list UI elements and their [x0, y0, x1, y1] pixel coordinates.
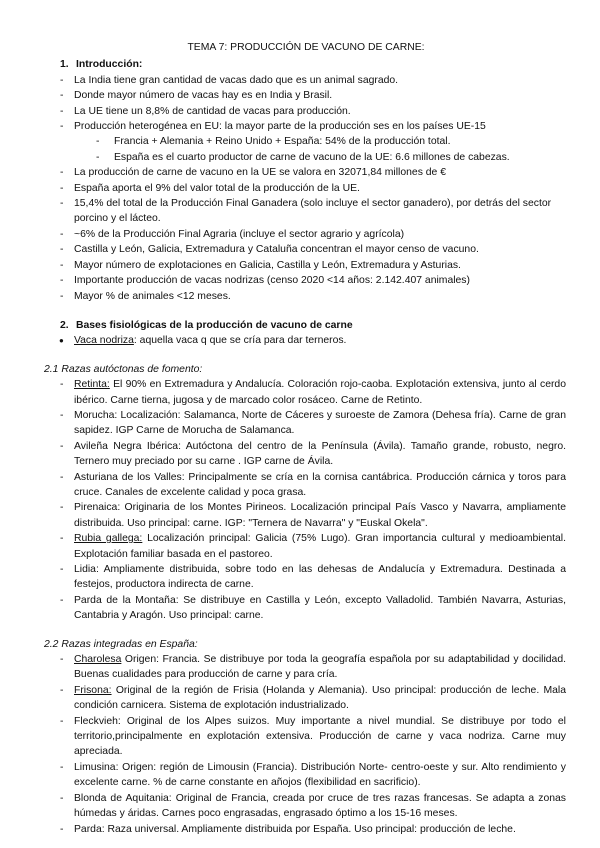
document-title: TEMA 7: PRODUCCIÓN DE VACUNO DE CARNE:	[187, 42, 425, 53]
breed-term: Rubia gallega:	[74, 533, 143, 545]
sub-list-item: - Francia + Alemania + Reino Unido + España: 54% de la producción total.	[74, 134, 566, 149]
breed-text: Parda de la Montaña: Se distribuye en Castilla y León, excepto Valladolid. También Navarra, Asturias, Cantabria y Aragón. Uso principal: carne.	[74, 594, 566, 622]
breed-term: Charolesa	[74, 654, 122, 666]
breed-text: Localización principal: Galicia (75% Lugo). Gran importancia cultural y medioambiental. Explotación familiar basada en el pastoreo.	[74, 533, 567, 560]
breed-text: Fleckvieh: Original de los Alpes suizos. Muy importante a nivel mundial. Se distribuye por todo el territorio,principalmente en explotación extensiva. Producción de carne y vaca nodriza. Carne muy apreciada.	[74, 715, 566, 758]
sub-list-item: - España es el cuarto productor de carne de vacuno de la UE: 6.6 millones de cabezas.	[74, 150, 566, 165]
list-item	[46, 333, 566, 348]
breed-item-blonda	[46, 791, 566, 822]
breed-item-retinta	[46, 377, 566, 408]
definition-text: : aquella vaca q que se cría para dar terneros.	[133, 335, 347, 347]
breed-item-morucha	[46, 408, 566, 439]
list-item: - Mayor número de explotaciones en Galicia, Castilla y León, Extremadura y Asturias.	[46, 258, 566, 273]
breed-item-parda-montana	[46, 593, 566, 624]
breed-text: El 90% en Extremadura y Andalucía. Coloración rojo-caoba. Explotación extensiva, junto al cerdo ibérico. Carne tierna, jugosa y de marcado color rosáceo. Carne de Retinto.	[74, 379, 566, 406]
breed-text: Limusina: Origen: región de Limousin (Francia). Distribución Norte- centro-oeste y sur. Alto rendimiento y excelente carne. % de carne constante en añojos (flexibilidad en sacrificio).	[74, 761, 566, 789]
section-1-list	[46, 73, 566, 304]
breed-text: Pirenaica: Originaria de los Montes Pirineos. Localización principal País Vasco y Navarra, ampliamente distribuida. Uso principal: carne. IGP: "Ternera de Navarra" y "Euskal Okela".	[74, 502, 566, 529]
breed-text: Avileña Negra Ibérica: Autóctona del centro de la Península (Ávila). Tamaño grande, robusto, negro. Ternero muy preciado por su carne . IGP carne de Ávila.	[74, 440, 566, 468]
subsection-2-1-title: 2.1 Razas autóctonas de fomento:	[44, 363, 203, 375]
breed-item-pirenaica	[46, 500, 566, 531]
breed-item-avilena	[46, 439, 566, 470]
section-1-number: 1.	[60, 59, 69, 71]
list-item	[46, 119, 566, 165]
term-vaca-nodriza: Vaca nodriza	[74, 335, 134, 347]
subsection-2-2-list	[46, 652, 566, 837]
breed-text: Original de la región de Frisia (Holanda y Alemania). Uso principal: producción de leche. Mala condición carnicera. Sistema de explotación industrializado.	[74, 684, 566, 712]
breed-text: Morucha: Localización: Salamanca, Norte de Cáceres y suroeste de Zamora (Dehesa fría). Carne de gran sapidez. IGP Carne de Morucha de Salamanca.	[74, 409, 566, 437]
breed-item-limusina	[46, 760, 566, 791]
section-2-heading	[60, 318, 566, 333]
subsection-2-2-title: 2.2 Razas integradas en España:	[44, 638, 198, 650]
list-item: - Importante producción de vacas nodrizas (censo 2020 <14 años: 2.142.407 animales)	[46, 273, 566, 288]
list-item: - ~6% de la Producción Final Agraria (incluye el sector agrario y agrícola)	[46, 227, 566, 242]
breed-text: Asturiana de los Valles: Principalmente se cría en la cornisa cantábrica. Producción cárnica y toros para cruce. Canales de excelente calidad y poca grasa.	[74, 471, 566, 498]
breed-term: Retinta:	[74, 379, 110, 391]
breed-item-rubia-gallega	[46, 531, 566, 562]
breed-text: Origen: Francia. Se distribuye por toda la geografía española por su adaptabilidad y docilidad. Buenas cualidades para producción de carne y para cría.	[74, 654, 566, 681]
breed-item-asturiana	[46, 470, 566, 501]
list-item: - La India tiene gran cantidad de vacas dado que es un animal sagrado.	[46, 73, 566, 88]
list-item: - 15,4% del total de la Producción Final Ganadera (solo incluye el sector ganadero), por detrás del sector porcino y el lácteo.	[46, 196, 566, 227]
breed-text: Parda: Raza universal. Ampliamente distribuida por España. Uso principal: producción de leche.	[74, 823, 516, 835]
breed-item-frisona	[46, 683, 566, 714]
list-item-text: Producción heterogénea en EU: la mayor parte de la producción ses en los países UE-15	[74, 121, 486, 133]
section-2-number: 2.	[60, 319, 69, 331]
list-item: - España aporta el 9% del valor total de la producción de la UE.	[46, 181, 566, 196]
sub-list	[74, 134, 566, 165]
list-item: - Castilla y León, Galicia, Extremadura y Cataluña concentran el mayor censo de vacuno.	[46, 242, 566, 257]
breed-item-charolesa	[46, 652, 566, 683]
subsection-2-1-list	[46, 377, 566, 624]
breed-item-lidia	[46, 562, 566, 593]
breed-text: Lidia: Ampliamente distribuida, sobre todo en las dehesas de Andalucía y Extremadura. Destinada a festejos, productora indirecta de carne.	[74, 564, 566, 591]
list-item: - La producción de carne de vacuno en la UE se valora en 32071,84 millones de €	[46, 165, 566, 180]
breed-text: Blonda de Aquitania: Original de Francia, creada por cruce de tres razas francesas. Se adapta a zonas húmedas y áridas. Carnes poco engrasadas, engrasado óptimo a los 15-16 meses.	[74, 792, 566, 820]
breed-item-parda	[46, 822, 566, 837]
section-1-title: Introducción:	[76, 59, 143, 71]
section-2-list	[46, 333, 566, 348]
list-item: - La UE tiene un 8,8% de cantidad de vacas para producción.	[46, 104, 566, 119]
section-1-heading	[60, 57, 566, 72]
breed-term: Frisona:	[74, 684, 112, 696]
list-item: - Donde mayor número de vacas hay es en India y Brasil.	[46, 88, 566, 103]
list-item: - Mayor % de animales <12 meses.	[46, 289, 566, 304]
section-2-title: Bases fisiológicas de la producción de vacuno de carne	[76, 319, 353, 331]
breed-item-fleckvieh	[46, 714, 566, 760]
